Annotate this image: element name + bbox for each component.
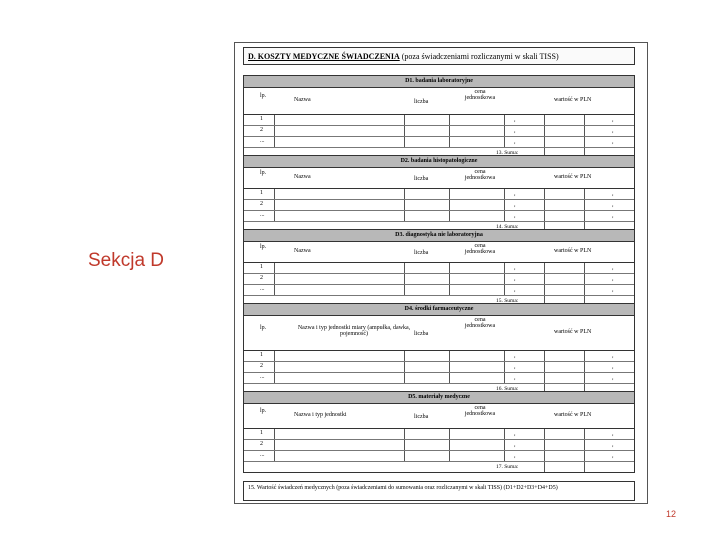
row-number: ... [260,374,265,380]
cell-divider [274,362,275,372]
cell-divider [404,137,405,147]
cell-divider [504,451,505,461]
cell-divider [504,440,505,450]
cell-divider [584,462,585,472]
cell-divider [544,462,545,472]
row-number: 2 [260,127,263,133]
row-number: ... [260,212,265,218]
cell-divider [584,274,585,284]
table-row [244,126,634,137]
cell-divider [584,451,585,461]
cell-divider [274,211,275,221]
table-row [244,137,634,148]
cell-divider [504,362,505,372]
cell-divider [274,189,275,199]
cell-divider [449,189,450,199]
cell-divider [584,362,585,372]
cell-divider [584,189,585,199]
col-lp: lp. [260,325,267,331]
decimal-mark: , [514,442,516,448]
row-number: 1 [260,116,263,122]
cell-divider [584,211,585,221]
decimal-mark: , [514,213,516,219]
cell-divider [449,351,450,361]
cell-divider [274,200,275,210]
decimal-mark: , [514,276,516,282]
cell-divider [584,137,585,147]
cell-divider [544,362,545,372]
cell-divider [584,263,585,273]
col-liczba: liczba [414,331,429,337]
col-cena: cena jednostkowa [464,89,496,101]
cell-divider [584,351,585,361]
decimal-mark: , [514,431,516,437]
decimal-mark: , [612,276,614,282]
decimal-mark: , [514,287,516,293]
cell-divider [404,440,405,450]
col-name: Nazwa [294,97,311,103]
decimal-mark: , [612,128,614,134]
row-number: 1 [260,190,263,196]
cell-divider [274,451,275,461]
cell-divider [504,285,505,295]
col-name: Nazwa i typ jednostki [294,412,347,418]
cell-divider [504,351,505,361]
cell-divider [544,200,545,210]
section-4 [243,303,635,395]
table-row [244,211,634,222]
cell-divider [449,451,450,461]
table-row [244,285,634,296]
decimal-mark: , [514,375,516,381]
cell-divider [274,440,275,450]
cell-divider [449,126,450,136]
cell-divider [504,373,505,383]
cell-divider [584,200,585,210]
sum-label: 17. Suma: [496,464,519,470]
cell-divider [544,285,545,295]
cell-divider [504,263,505,273]
cell-divider [544,189,545,199]
decimal-mark: , [612,353,614,359]
total-row [243,481,635,501]
cell-divider [404,126,405,136]
row-number: 2 [260,275,263,281]
cell-divider [449,115,450,125]
decimal-mark: , [514,453,516,459]
section-title: D1. badania laboratoryjne [244,76,634,88]
sum-label: 13. Suma: [496,150,519,156]
cell-divider [404,285,405,295]
decimal-mark: , [514,191,516,197]
col-lp: lp. [260,408,267,414]
cell-divider [504,211,505,221]
cell-divider [584,285,585,295]
table-row [244,263,634,274]
cell-divider [584,440,585,450]
col-name: Nazwa [294,174,311,180]
table-row [244,362,634,373]
cell-divider [274,285,275,295]
cell-divider [404,274,405,284]
cell-divider [274,373,275,383]
table-row [244,373,634,384]
cell-divider [544,451,545,461]
col-cena: cena jednostkowa [464,169,496,181]
cell-divider [504,200,505,210]
cell-divider [544,137,545,147]
cell-divider [404,429,405,439]
col-liczba: liczba [414,176,429,182]
table-row [244,440,634,451]
decimal-mark: , [612,265,614,271]
cell-divider [504,274,505,284]
decimal-mark: , [514,265,516,271]
section-title: D4. środki farmaceutyczne [244,304,634,316]
col-cena: cena jednostkowa [464,243,496,255]
cell-divider [274,126,275,136]
cell-divider [274,137,275,147]
col-wartosc: wartość w PLN [554,412,592,418]
decimal-mark: , [612,431,614,437]
cell-divider [449,440,450,450]
column-header [244,242,634,263]
table-row [244,115,634,126]
cell-divider [274,263,275,273]
cell-divider [504,189,505,199]
decimal-mark: , [514,364,516,370]
cell-divider [404,211,405,221]
col-wartosc: wartość w PLN [554,97,592,103]
decimal-mark: , [612,139,614,145]
table-row [244,274,634,285]
cell-divider [449,137,450,147]
total-label: 15. Wartość świadczeń medycznych (poza świadczeniami do sumowania oraz rozliczanymi w skali TISS) (D1+D2+D3+D4+D5) [248,485,558,491]
page-number: 12 [666,509,677,519]
cell-divider [449,263,450,273]
decimal-mark: , [612,191,614,197]
form-header-note: (poza świadczeniami rozliczanymi w skali TISS) [401,52,559,61]
col-liczba: liczba [414,414,429,420]
section-2 [243,155,635,233]
decimal-mark: , [514,128,516,134]
form-header [243,47,635,65]
col-liczba: liczba [414,99,429,105]
table-row [244,189,634,200]
decimal-mark: , [514,353,516,359]
col-liczba: liczba [414,250,429,256]
cell-divider [584,115,585,125]
section-title: D2. badania histopatologiczne [244,156,634,168]
row-number: ... [260,286,265,292]
cell-divider [449,274,450,284]
cell-divider [504,115,505,125]
cell-divider [544,115,545,125]
column-header [244,88,634,115]
decimal-mark: , [612,213,614,219]
cell-divider [584,429,585,439]
decimal-mark: , [612,453,614,459]
row-number: 1 [260,352,263,358]
decimal-mark: , [612,117,614,123]
col-wartosc: wartość w PLN [554,329,592,335]
decimal-mark: , [612,364,614,370]
cell-divider [449,362,450,372]
row-number: 1 [260,264,263,270]
decimal-mark: , [514,139,516,145]
section-1 [243,75,635,159]
cell-divider [404,373,405,383]
cell-divider [404,200,405,210]
column-header [244,404,634,429]
cell-divider [544,429,545,439]
col-lp: lp. [260,170,267,176]
cell-divider [584,126,585,136]
col-cena: cena jednostkowa [464,405,496,417]
cell-divider [404,362,405,372]
row-number: ... [260,452,265,458]
col-lp: lp. [260,93,267,99]
section-5 [243,391,635,473]
decimal-mark: , [612,202,614,208]
decimal-mark: , [612,375,614,381]
cell-divider [449,211,450,221]
section-3 [243,229,635,307]
cell-divider [544,373,545,383]
cell-divider [274,351,275,361]
cell-divider [449,285,450,295]
decimal-mark: , [612,442,614,448]
table-row [244,429,634,440]
cell-divider [544,126,545,136]
cell-divider [404,189,405,199]
row-number: 2 [260,363,263,369]
row-number: 2 [260,441,263,447]
sum-label: 14. Suma: [496,224,519,230]
cell-divider [274,429,275,439]
decimal-mark: , [514,117,516,123]
cell-divider [404,263,405,273]
section-label: Sekcja D [88,250,165,271]
cell-divider [449,373,450,383]
cell-divider [274,274,275,284]
row-number: 1 [260,430,263,436]
sum-label: 15. Suma: [496,298,519,304]
section-title: D5. materiały medyczne [244,392,634,404]
cell-divider [544,351,545,361]
cell-divider [544,440,545,450]
cell-divider [544,211,545,221]
col-lp: lp. [260,244,267,250]
col-wartosc: wartość w PLN [554,248,592,254]
row-number: 2 [260,201,263,207]
row-number: ... [260,138,265,144]
cell-divider [504,126,505,136]
cell-divider [404,115,405,125]
cell-divider [504,137,505,147]
cost-form [234,42,648,504]
table-row [244,351,634,362]
sum-row [244,462,634,472]
form-header-title: D. KOSZTY MEDYCZNE ŚWIADCZENIA [248,52,400,61]
cell-divider [404,451,405,461]
col-wartosc: wartość w PLN [554,174,592,180]
column-header [244,168,634,189]
table-row [244,451,634,462]
cell-divider [404,351,405,361]
sum-label: 16. Suma: [496,386,519,392]
table-row [244,200,634,211]
cell-divider [544,263,545,273]
decimal-mark: , [612,287,614,293]
col-cena: cena jednostkowa [464,317,496,329]
cell-divider [449,200,450,210]
section-title: D3. diagnostyka nie laboratoryjna [244,230,634,242]
col-name: Nazwa [294,248,311,254]
column-header [244,316,634,351]
cell-divider [544,274,545,284]
col-name: Nazwa i typ jednostki miary (ampułka, dawka, pojemność) [297,325,411,337]
cell-divider [274,115,275,125]
cell-divider [449,429,450,439]
cell-divider [504,429,505,439]
cell-divider [584,373,585,383]
decimal-mark: , [514,202,516,208]
